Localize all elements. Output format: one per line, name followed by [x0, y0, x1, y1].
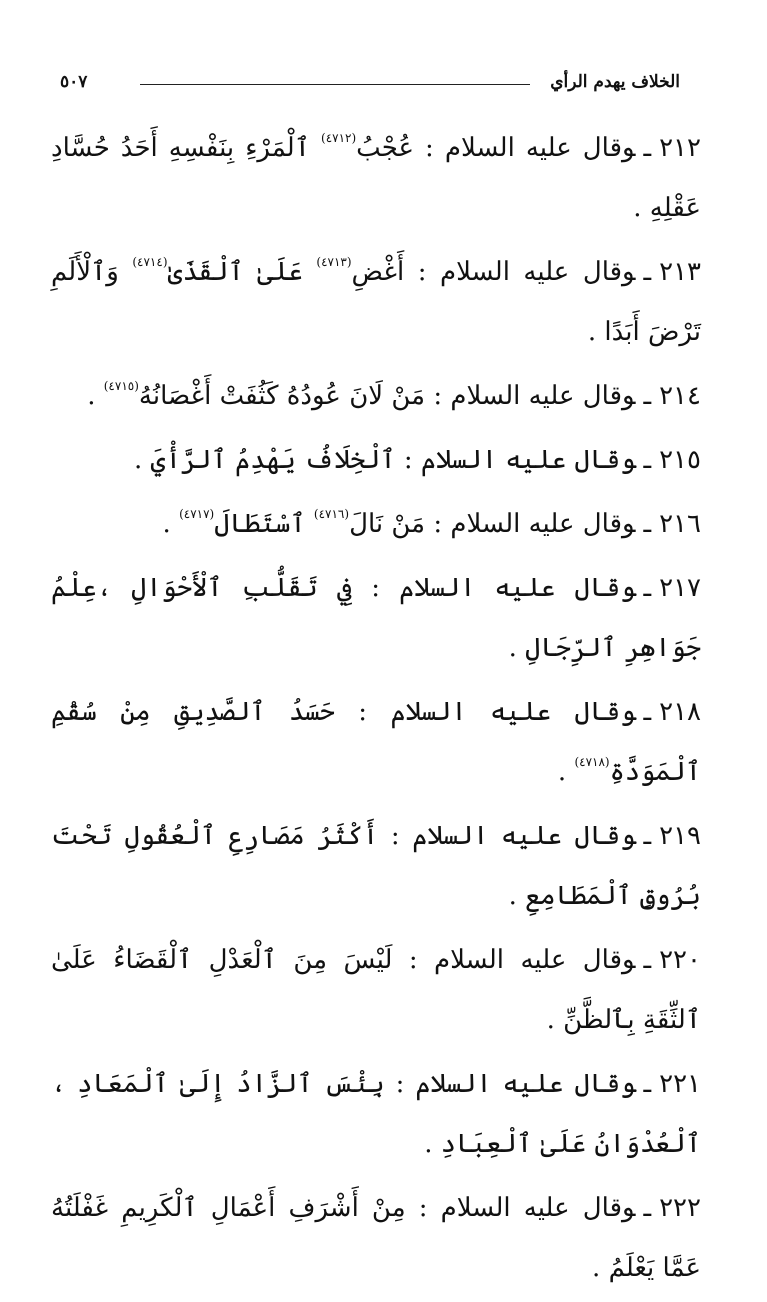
saying-entry: [51, 242, 701, 362]
entry-text: مِنْ أَشْرَفِ أَعْمَالِ ٱلْكَرِيمِ غَفْلَتُهُ عَمَّا يَعْلَمُ .: [51, 1193, 701, 1283]
entry-intro: وقال عليه السلام :: [395, 1069, 636, 1099]
entry-text: .: [162, 509, 171, 539]
entry-dash: ـ: [643, 945, 652, 975]
entry-number: ٢١٨: [659, 697, 702, 727]
entry-intro: وقال عليه السلام :: [371, 573, 636, 603]
entry-intro: وقال عليه السلام :: [418, 1193, 636, 1223]
entry-text: لَيْسَ مِنَ ٱلْعَدْلِ ٱلْقَضَاءُ عَلَىٰ ٱلثِّقَةِ بِٱلظَّنِّ .: [51, 945, 701, 1035]
entry-number: ٢٢١: [659, 1069, 702, 1099]
entry-text: ٱسْتَطَالَ: [214, 509, 306, 539]
entry-intro: وقال عليه السلام :: [403, 445, 636, 475]
entry-dash: ـ: [643, 133, 652, 163]
entry-text: مَنْ نَالَ: [349, 509, 426, 539]
running-title: الخلاف يهدم الرأي: [550, 72, 680, 92]
entry-text: بِئْسَ ٱلزَّادُ إِلَىٰ ٱلْمَعَادِ ، ٱلْعُدْوَانُ عَلَىٰ ٱلْعِبَادِ .: [51, 1069, 701, 1159]
footnote-marker: (٤٧١٨): [574, 755, 610, 769]
entry-number: ٢١٥: [659, 445, 701, 475]
entry-intro: وقال عليه السلام :: [433, 381, 636, 411]
saying-entry: [51, 494, 701, 554]
footnote-marker: (٤٧١٤): [132, 255, 168, 269]
entry-number: ٢٢٠: [659, 945, 701, 975]
entry-dash: ـ: [643, 257, 652, 287]
footnote-marker: (٤٧١٢): [321, 131, 357, 145]
entry-text: عَلَىٰ ٱلْقَذَىٰ: [167, 257, 303, 287]
footnote-marker: (٤٧١٧): [179, 507, 215, 521]
saying-entry: [51, 118, 701, 238]
entry-dash: ـ: [643, 573, 652, 603]
entry-text: .: [557, 757, 567, 787]
entry-intro: وقال عليه السلام :: [433, 509, 636, 539]
entry-text: أَغْضِ: [351, 257, 405, 287]
entry-dash: ـ: [643, 381, 652, 411]
entry-text: وَٱلْأَلَمِ تَرْضَ أَبَدًا .: [51, 257, 701, 347]
entry-text: ٱلْمَرْءِ بِنَفْسِهِ أَحَدُ حُسَّادِ عَقْلِهِ .: [51, 133, 701, 223]
saying-entry: [51, 806, 701, 926]
entry-number: ٢١٦: [659, 509, 701, 539]
saying-entry: [51, 1178, 701, 1298]
footnote-marker: (٤٧١٥): [103, 379, 139, 393]
footnote-marker: (٤٧١٦): [313, 507, 350, 521]
entry-number: ٢١٣: [659, 257, 702, 287]
header-rule: [140, 84, 530, 85]
saying-entry: [51, 682, 701, 802]
entry-text: فِي تَقَلُّبِ ٱلْأَحْوَالِ ،عِلْمُ جَوَاهِرِ ٱلرِّجَالِ .: [51, 573, 701, 663]
entry-dash: ـ: [643, 1193, 652, 1223]
saying-entry: [51, 1054, 701, 1174]
entry-text: حَسَدُ ٱلصَّدِيقِ مِنْ سُقْمِ ٱلْمَوَدَّةِ: [51, 697, 701, 787]
saying-entry: [51, 430, 701, 490]
saying-entry: [51, 930, 701, 1050]
entry-intro: وقال عليه السلام :: [408, 945, 636, 975]
entry-intro: وقال عليه السلام :: [417, 257, 636, 287]
entry-number: ٢١٩: [659, 821, 702, 851]
page-number: ٥٠٧: [60, 72, 88, 92]
entry-text: .: [87, 381, 96, 411]
footnote-marker: (٤٧١٣): [316, 255, 352, 269]
entry-text: ٱلْخِلَافُ يَهْدِمُ ٱلرَّأْيَ .: [134, 445, 396, 475]
entry-dash: ـ: [643, 509, 652, 539]
entry-intro: وقال عليه السلام :: [425, 133, 636, 163]
entry-text: أَكْثَرُ مَصَارِعِ ٱلْعُقُولِ تَحْتَ بُرُوقِ ٱلْمَطَامِعِ .: [51, 821, 701, 911]
entry-number: ٢١٤: [659, 381, 701, 411]
entry-number: ٢٢٢: [659, 1193, 701, 1223]
entry-text: عُجْبُ: [356, 133, 414, 163]
saying-entry: [51, 366, 701, 426]
entry-number: ٢١٢: [659, 133, 701, 163]
page-header: [60, 72, 680, 102]
entry-dash: ـ: [643, 697, 652, 727]
entry-text: مَنْ لَانَ عُودُهُ كَثُفَتْ أَغْصَانُهُ: [138, 381, 426, 411]
entry-number: ٢١٧: [659, 573, 702, 603]
sayings-list: [51, 118, 701, 1302]
entry-dash: ـ: [643, 445, 652, 475]
entry-intro: وقال عليه السلام :: [358, 697, 636, 727]
entry-dash: ـ: [643, 1069, 652, 1099]
entry-intro: وقال عليه السلام :: [390, 821, 636, 851]
saying-entry: [51, 558, 701, 678]
entry-dash: ـ: [643, 821, 652, 851]
